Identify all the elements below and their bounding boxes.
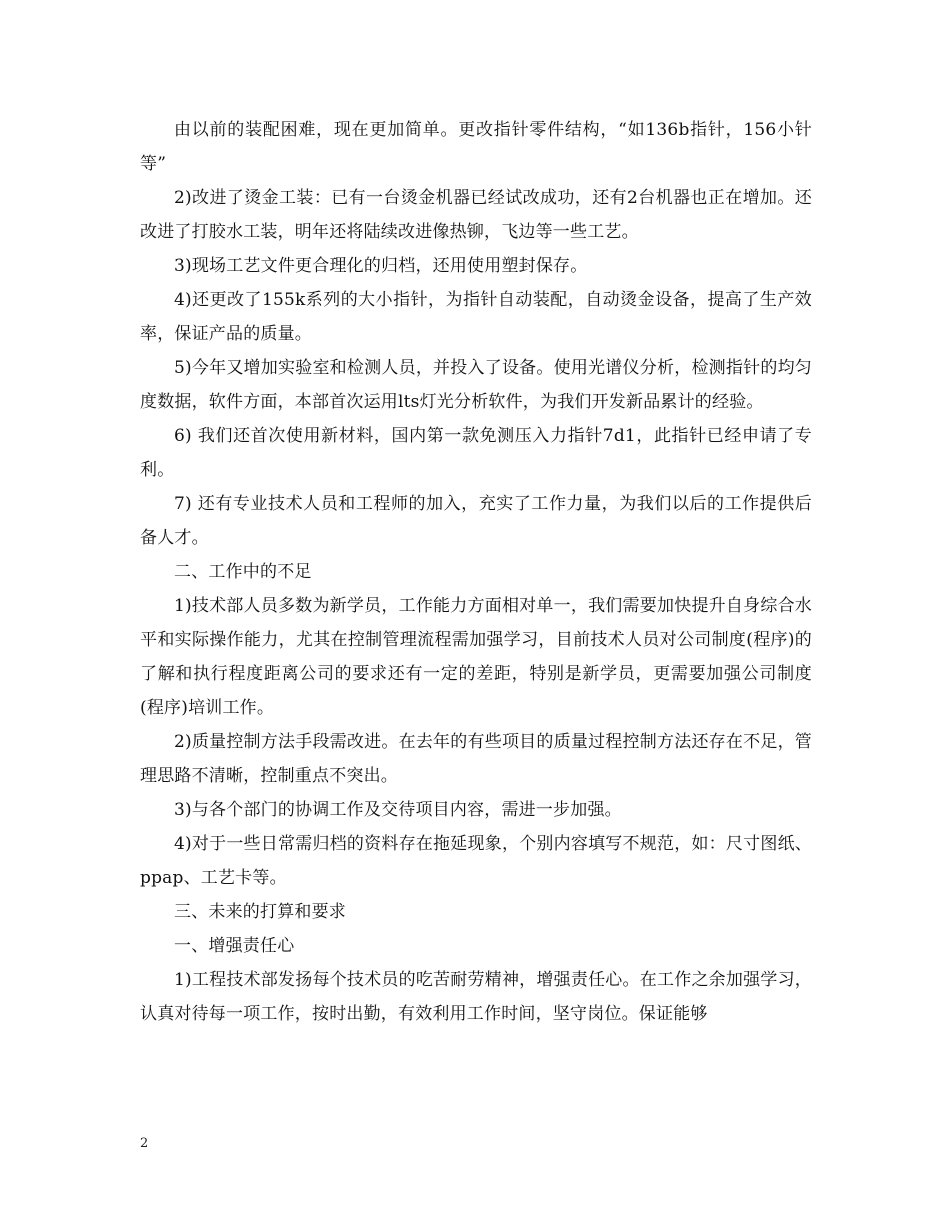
paragraph-1: 由以前的装配困难，现在更加简单。更改指针零件结构，“如136b指针，156小针等” bbox=[140, 120, 812, 174]
paragraph-11: 3)与各个部门的协调工作及交待项目内容，需进一步加强。 bbox=[174, 800, 622, 820]
paragraph-6: 6) 我们还首次使用新材料，国内第一款免测压入力指针7d1，此指针已经申请了专利。 bbox=[140, 426, 812, 480]
paragraph-12: 4)对于一些日常需归档的资料存在拖延现象，个别内容填写不规范，如：尺寸图纸、ppap、工艺卡等。 bbox=[140, 834, 812, 888]
paragraph-10: 2)质量控制方法手段需改进。在去年的有些项目的质量过程控制方法还存在不足，管理思路不清晰，控制重点不突出。 bbox=[140, 732, 812, 786]
paragraph-9: 1)技术部人员多数为新学员，工作能力方面相对单一，我们需要加快提升自身综合水平和实际操作能力，尤其在控制管理流程需加强学习，目前技术人员对公司制度(程序)的了解和执行程度距离公司的要求还有一定的差距，特别是新学员，更需要加强公司制度(程序)培训工作。 bbox=[140, 596, 812, 718]
paragraph-15: 1)工程技术部发扬每个技术员的吃苦耐劳精神，增强责任心。在工作之余加强学习，认真对待每一项工作，按时出勤，有效利用工作时间，坚守岗位。保证能够 bbox=[140, 970, 812, 1024]
section-heading-future-plans: 三、未来的打算和要求 bbox=[174, 902, 346, 922]
paragraph-3: 3)现场工艺文件更合理化的归档，还用使用塑封保存。 bbox=[174, 256, 588, 276]
page-number: 2 bbox=[140, 1136, 149, 1151]
subsection-heading-responsibility: 一、增强责任心 bbox=[174, 936, 295, 956]
document-body bbox=[140, 113, 812, 1031]
section-heading-shortcomings: 二、工作中的不足 bbox=[174, 562, 312, 582]
paragraph-2: 2)改进了烫金工装：已有一台烫金机器已经试改成功，还有2台机器也正在增加。还改进了打胶水工装，明年还将陆续改进像热铆，飞边等一些工艺。 bbox=[140, 188, 812, 242]
paragraph-5: 5)今年又增加实验室和检测人员，并投入了设备。使用光谱仪分析，检测指针的均匀度数据，软件方面，本部首次运用lts灯光分析软件，为我们开发新品累计的经验。 bbox=[140, 358, 812, 412]
paragraph-4: 4)还更改了155k系列的大小指针，为指针自动装配，自动烫金设备，提高了生产效率，保证产品的质量。 bbox=[140, 290, 812, 344]
paragraph-7: 7) 还有专业技术人员和工程师的加入，充实了工作力量，为我们以后的工作提供后备人才。 bbox=[140, 494, 812, 548]
